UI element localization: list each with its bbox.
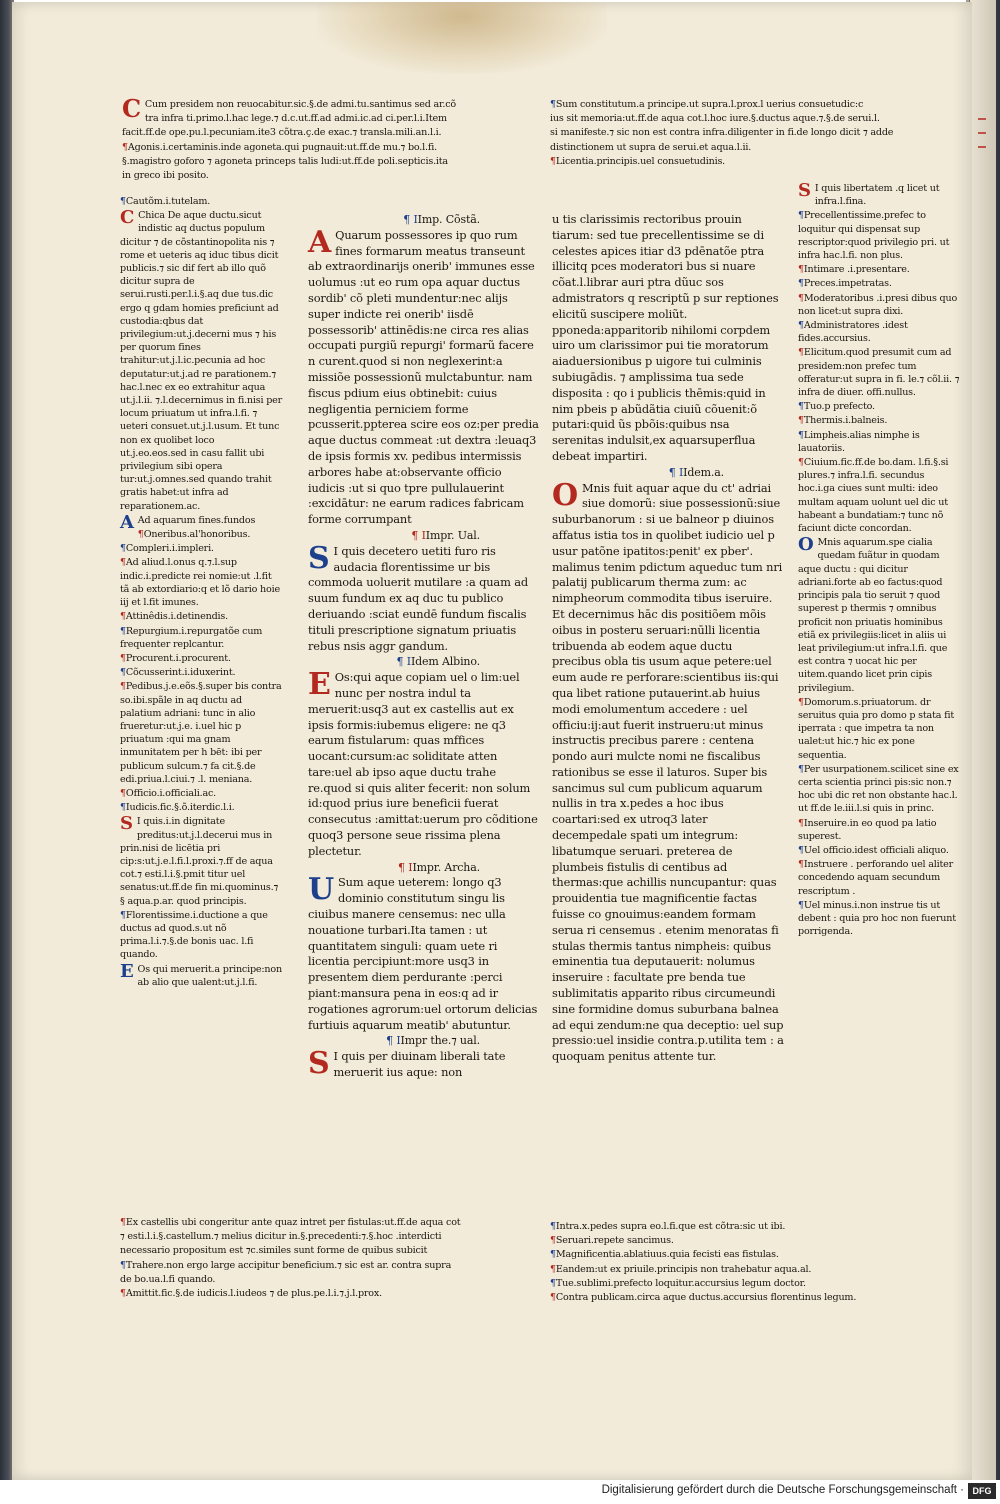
dfg-logo: DFG [968,1483,996,1499]
main-column-1: ¶ IImp. Cõstã. A Quarum possessores ip quo rum fines formarum meatus transeunt ab extraordinarijs onerib' immunes esse uolumus :ut eo rum opa aquar ductus sordib' cõ pleti mundentur:nec alijs super indicte rei onerib' iisdē possessorib' attinēdis:ne circa res alias occupati purgiũ repurgi' formarũ facere n curent.quod si non neglexerint:a missiõe possessionũ mulctabuntur. nam fiscus pdium eius obtinebit: cuius negligentia perniciem forme pcusserit.ppterea scire eos oz:per predia aque ductus commeat :ut dextra :leuaq3 de ipsis formis xv. pedibus intermissis arbores habe at:observante officio iudicis :ut si quo tpre pullulauerint :excidātur: ne earum radices fabricam forme corrumpant ¶ IImpr. Ual. S I quis decetero uetiti furo ris audacia florentissime ur bis commoda uoluerit mutilare :a quam ad suum fundum ex aq duc tu publico deriuando :sciat eundē fundum fiscalis tituli prescriptione signatum priuatis rebus nsis aggr gandum. ¶ IIdem Albino. E Os:qui aque copiam uel o lim:uel nunc per nostra indul ta meruerit:usq3 aut ex castellis aut ex ipsis formis:iubemus eligere: ne q3 earum fistularum: quas mffices uocant:cursum:ac soliditate atten tare:uel ab ipso aque ductu trahe re.quod si quis aliter fecerit: non solum id:quod prius iure beneficii fuerat consecutus :amittat:uerum pro cõditione quoq3 persone seue rissima plena plectetur. ¶ IImpr. Archa. U Sum aque ueterem: longo q3 dominio constitutum singu lis ciuibus manere censemus: nec ulla nouatione turbari.Ita tamen : ut quantitatem singuli: quam uete ri licentia percipiunt:more usq3 in presentem diem perdurante :perci piant:mansura pena in eos:q ad ir rogationes agrorum:uel ortorum delicias furtiuis aquarum meatib' abutuntur. ¶ IImpr the.⁊ ual. S I quis per diuinam liberali tate meruerit ius aque: non [308,213,539,1082]
bottom-left-gloss: ¶Ex castellis ubi congeritur ante quaz intret per fistulas:ut.ff.de aqua cot ⁊ esti.l.i.§.castellum.⁊ melius dicitur in.§.precedenti:⁊.§.hoc .interdicti necessario propositum est ⁊c.similes sunt forme de quibus subicit ¶Trahere.non ergo large accipitur beneficium.⁊ sic est ar. contra supra de bo.ua.l.fi quando. ¶Amittit.fic.§.de iudicis.l.iudeos ⁊ de plus.pe.l.i.⁊.j.l.prox. [120,1217,461,1300]
water-stain [317,2,607,74]
main-column-2: u tis clarissimis rectoribus prouin tiarum: sed tue precellentissime se di celestes apices itiar d3 pdēnatõe ptra illicitq pces moderatori bus si nuare cõat.l.librar auri ptra dũuc sos admistrators q rescriptũ p sur reptiones elicitũ suscipere moliũt. pponeda:apparitorib nihilomi corpdem uiro um clarissimor pui tie moratorum aiaduersionibus p uigore tui culminis subiugādis. ⁊ amplissima tua sede disposita : qo i publicis thēmis:quid in nim pbeis p abũdãtia ciuiũ cõuenit:õ putari:quid ũs pbõis:quibus nsa serenitas indulsit,ex aquarsuperflua debeat impartiri. ¶ IIdem.a. O Mnis fuit aquar aque du ct' adriai siue domorũ: siue possessionũ:siue suburbanorum : si ue balneor p diuinos affatus istia tos in quolibet iudicio uel p usur patõne ipatitos:penit' ex pber'. malimus tenim pdictum aqueduc tum nri palatij publicarum therma zum: ac nimpheorum commodita tibus iseruire. Et decernimus hāc dis positiõem mõis oibus in posteru seruari:nūlli licentia tribuenda ab eodem aque ductu precibus obla tis usum aque petere:uel eum aude re perforare:scientibus iis:qui qua libet ratione putauerint.ab huius modi emolumentum accedere : uel officiu:ij:aut fuerit instrueru:ut minus instructis precibus parere : centena pondo auri mulcte nomi ne fiscalibus rationibus se esse il laturos. Super bis sancimus sul cum publicum aquarum nullis in tra x.pedes a hoc ibus coartari:sed ex utroq3 later decempedale spati um integrum: libatumque seruari. preterea de plumbeis fistulis di centibus ad thermas:que achillis nuncupantur: quas prouidentia tue magnificentie factas fuisse co gnouimus:eandem formam serua ri censemus . etenim menoratas fi stulas thermis tantus nimpheis: quibus eminentia tua deputauerit: nolumus inseruire : facultate pre benda tue sublimitatis apparito ribus circumeundi sine formidine domus suburbana balnea ad equi zendum:ne qua deceptio: uel sup pressio:uel insidie contra.p.utilita tem : a quoquam penitus attente tur. [552,212,784,1064]
next-page-edge [969,0,996,1480]
digitization-footer [0,1480,1000,1504]
top-right-gloss: ¶Sum constitutum.a principe.ut supra.l.prox.l uerius consuetudic:c ius sit memoria:ut.ff.de aqua cot.l.hoc iure.§.ductus aque.⁊.§.de serui.l. si manifeste.⁊ sic non est contra infra.diligenter in fi.de longo dicit ⁊ adde distinctionem ut supra de serui.et aqua.l.ii. ¶Licentia.principis.uel consuetudinis. [550,99,894,167]
bottom-right-gloss: ¶Intra.x.pedes supra eo.l.fi.que est cõtra:sic ut ibi. ¶Seruari.repete sancimus. ¶Magnificentia.ablatiuus.quia fecisti eas fistulas. ¶Eandem:ut ex priuile.principis non trahebatur aqua.al. ¶Tue.sublimi.prefecto loquitur.accursius legum doctor. ¶Contra publicam.circa aque ductus.accursius florentinus legum. [550,1221,857,1304]
book-page [12,2,972,1480]
funding-credit: Digitalisierung gefördert durch die Deutsche Forschungsgemeinschaft · [601,1484,964,1496]
top-left-gloss: C Cum presidem non reuocabitur.sic.§.de admi.tu.santimus sed ar.cõ tra infra ti.primo.l.hac lege.⁊ d.c.ut.ff.ad admi.ic.ad ci.per.l.i.Item facit.ff.de ope.pu.l.pecuniam.ite3 cõtra.ç.de exac.⁊ transla.mili.an.l.i. ¶Agonis.i.certaminis.inde agoneta.qui pugnauit:ut.ff.de mu.⁊ bo.l.fi. §.magistro goforo ⁊ agoneta princeps talis ludi:ut.ff.de poli.septicis.ita in greco ibi posito. [122,94,456,182]
left-gloss: ¶Cautõm.i.tutelam. C Chica De aque ductu.sicut indistic aq ductus populum dicitur ⁊ de cõstantinopolita nis ⁊ rome et ueteris aq iduc tibus dicit publicis.⁊ sic dif fert ab illo quõ dicitur supra de serui.rusti.per.l.i.§.aq due tus.dic ergo q gdam homies preficiunt ad custodia:qbus dat privilegium:ut.j.decerni mus ⁊ his per quorum fines trahitur:ut.j.l.ic.pecunia ad hoc deputatur:ut.j.ad re parationem.⁊ hac.l.nec ex eo extrahitur aqua ut.j.l.ii. ⁊.l.decernimus in fi.nisi per locum priuatum ut infra.l.fi. ⁊ ueteri consuet.ut.j.l.usum. Et tunc non ex quolibet loco ut.j.eo.eos.sed in casu fallit ubi privilegium sibi opera tur:ut.j.omnes.sed quando trahit gratis habet:ut infra ad reparationem.ac. A Ad aquarum fines.fundos ¶Oneribus.al'honoribus. ¶Compleri.i.impleri. ¶Ad aliud.l.onus q.⁊.l.sup indic.i.predicte rei nomie:ut .l.fit tã ab extordiario:q et lõ dario hoie iij et l.fit imunes. ¶Attinêdis.i.detinendis. ¶Repurgium.i.repurgatõe cum frequenter replcantur. ¶Procurent.i.procurent. ¶Cõcusserint.i.iduxerint. ¶Pedibus.j.e.eõs.§.super bis contra so.ibi.spãle in aq ductu ad palatium adriani: tunc in alio frueretur:ut.j.e. i.uel hic p priuatum :qui ma gnam inmunitatem per h bēt: ibi per publicum sulcum.⁊ fa cit.§.de edi.priua.l.ciui.⁊ .l. meniana. ¶Officio.i.officiali.ac. ¶Iudicis.fic.§.õ.iterdic.l.i. S I quis.i.in dignitate preditus:ut.j.l.decerui mus in prin.nisi de licētia pri cip:s:ut.j.e.l.fi.l.proxi.⁊.ff de aqua cot.⁊ esti.l.i.§.pmit titur uel senatus:ut.ff.de fin mi.quominus.⁊ § aqua.p.ar. quod principis. ¶Florentissime.i.ductione a que ductus ad quod.s.ut nõ prima.l.i.⁊.§.de bonis uac. l.fi quando. E Os qui meruerit.a principe:non ab alio que ualent:ut.j.l.fi. [120,196,283,988]
right-gloss: S I quis libertatem .q licet ut infra.l.fina. ¶Precellentissime.prefec to loquitur qui dispensat sup rescriptor:quod privilegio pri. ut infra hac.l.fi. non plus. ¶Intimare .i.presentare. ¶Preces.impetratas. ¶Moderatoribus .i.presi dibus quo non licet:ut supra dixi. ¶Administratores .idest fides.accursius. ¶Elicitum.quod presumit cum ad presidem:non prefec tum offeratur:ut supra in fi. le.⁊ cõl.ii. ⁊ infra de diuer. offi.nullus. ¶Tuo.p prefecto. ¶Thermis.i.balneis. ¶Limpheis.alias nimphe is lauatoriis. ¶Ciuium.fic.ff.de bo.dam. l.fi.§.si plures.⁊ infra.l.fi. secundus hoc.i.ga ciues sunt multi: ideo multam aquam uolunt uel dic ut habeant a bundatiam:⁊ tunc nõ faciunt dicte concordan. O Mnis aquarum.spe cialia quedam fuãtur in quodam aque ductu : qui dicitur adriani.forte ab eo factus:quod principis pala tio seruit ⁊ quod superest p thermis ⁊ omnibus proficit non priuatis hominibus etiã ex privilegiis:licet in aliis ui leat privilegium:ut infra.l.fi. que est contra ⁊ uocat hic per uitem.quando licet prin cipis privilegium. ¶Domorum.s.priuatorum. dr seruitus quia pro domo p stata fit iperrata : que impetra ta non ualet:ut hic.⁊ hic ex pone sequentia. ¶Per usurpationem.scilicet sine ex certa scientia princi pis:sic non.⁊ hoc ubi dic ret non obstante hac.l. ut ff.de le.iii.l.si quis in princ. ¶Inseruire.in eo quod pa latio superest. ¶Uel officio.idest officiali aliquo. ¶Instruere . perforando uel aliter concedendo aquam secundum rescriptum . ¶Uel minus.i.non instrue tis ut debent : quia pro hoc non fuerunt porrigenda. [798,180,960,938]
